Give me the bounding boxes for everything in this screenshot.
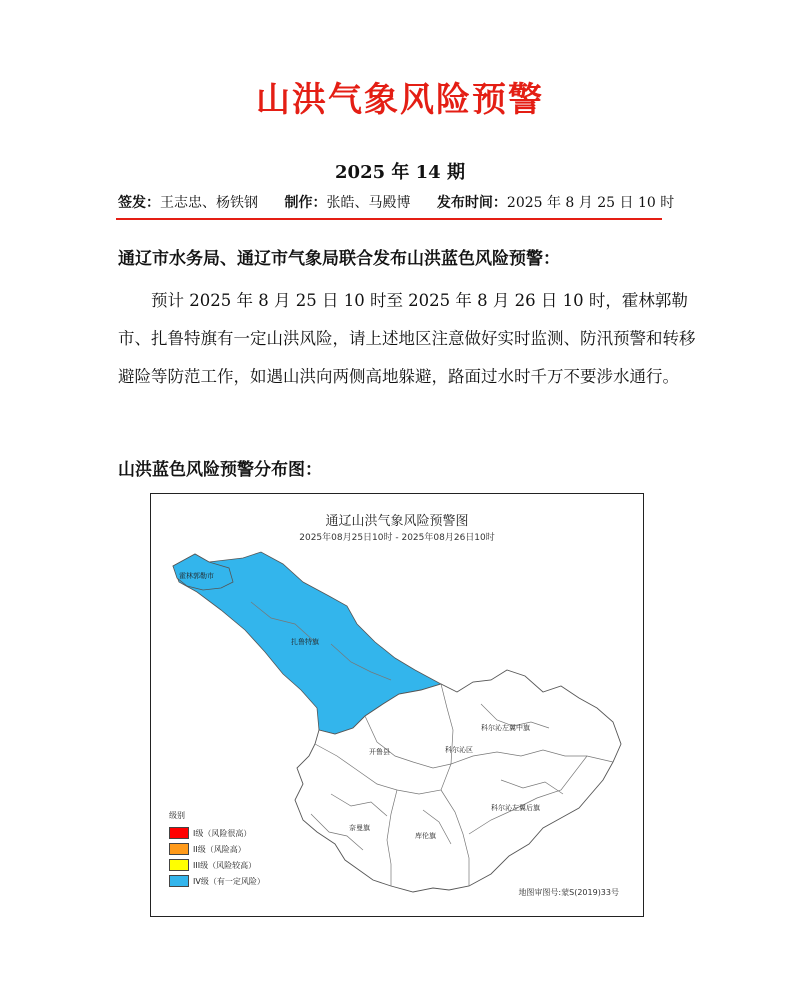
legend-swatch-level-3: [169, 859, 189, 871]
release-time-group: [437, 192, 674, 212]
release-time-label: 发布时间：: [436, 195, 507, 211]
legend-swatch-level-4: [169, 875, 189, 887]
issuer-group: [118, 192, 258, 212]
legend-swatch-level-1: [169, 827, 189, 839]
document-title: 山洪气象风险预警: [256, 80, 544, 120]
legend-title: 级别: [169, 811, 185, 820]
map-title: 通辽山洪气象风险预警图: [325, 514, 469, 529]
label-naiman: 奈曼旗: [349, 824, 370, 832]
label-kaerqin: 科尔沁区: [445, 746, 473, 754]
header-divider: [116, 218, 662, 220]
legend-label-level-2: II级（风险高）: [193, 844, 246, 854]
map-subtitle: 2025年08月25日10时 - 2025年08月26日10时: [299, 533, 495, 543]
issuer-label: 签发：: [118, 195, 160, 211]
producer-label: 制作：: [284, 195, 327, 211]
warning-map: [150, 493, 644, 917]
label-kezuohou: 科尔沁左翼后旗: [491, 804, 540, 812]
warning-paragraph: 预计 2025 年 8 月 25 日 10 时至 2025 年 8 月 26 日 10 时，霍林郭勒市、扎鲁特旗有一定山洪风险，请上述地区注意做好实时监测、防汛预警和转移避险等防范工作，如遇山洪向两侧高地躲避，路面过水时千万不要涉水通行。: [118, 291, 696, 386]
signature-row: [118, 192, 678, 212]
map-heading: 山洪蓝色风险预警分布图：: [118, 460, 322, 480]
legend-label-level-1: I级（风险很高）: [193, 828, 252, 838]
map-approval-number: 地图审图号:蒙S(2019)33号: [518, 888, 619, 897]
map-legend: [169, 810, 265, 889]
legend-item-level-4: [169, 873, 265, 889]
label-kezuozhong: 科尔沁左翼中旗: [481, 724, 530, 732]
label-zhalute: 扎鲁特旗: [291, 638, 319, 646]
label-kulun: 库伦旗: [415, 832, 436, 840]
producer-group: [284, 192, 410, 212]
legend-swatch-level-2: [169, 843, 189, 855]
label-kailu: 开鲁县: [369, 748, 390, 756]
legend-item-level-2: [169, 841, 265, 857]
issue-number: 2025 年 14 期: [335, 162, 465, 183]
producer-value: 张皓、马殿博: [326, 195, 411, 211]
issuer-value: 王志忠、杨铁钢: [160, 195, 258, 211]
legend-label-level-4: IV级（有一定风险）: [193, 876, 265, 886]
warning-headline: 通辽市水务局、通辽市气象局联合发布山洪蓝色风险预警：: [118, 249, 560, 269]
label-huolinguole: 霍林郭勒市: [179, 572, 214, 580]
legend-item-level-3: [169, 857, 265, 873]
legend-label-level-3: III级（风险较高）: [193, 860, 257, 870]
release-time-value: 2025 年 8 月 25 日 10 时: [506, 195, 675, 211]
legend-item-level-1: [169, 825, 265, 841]
